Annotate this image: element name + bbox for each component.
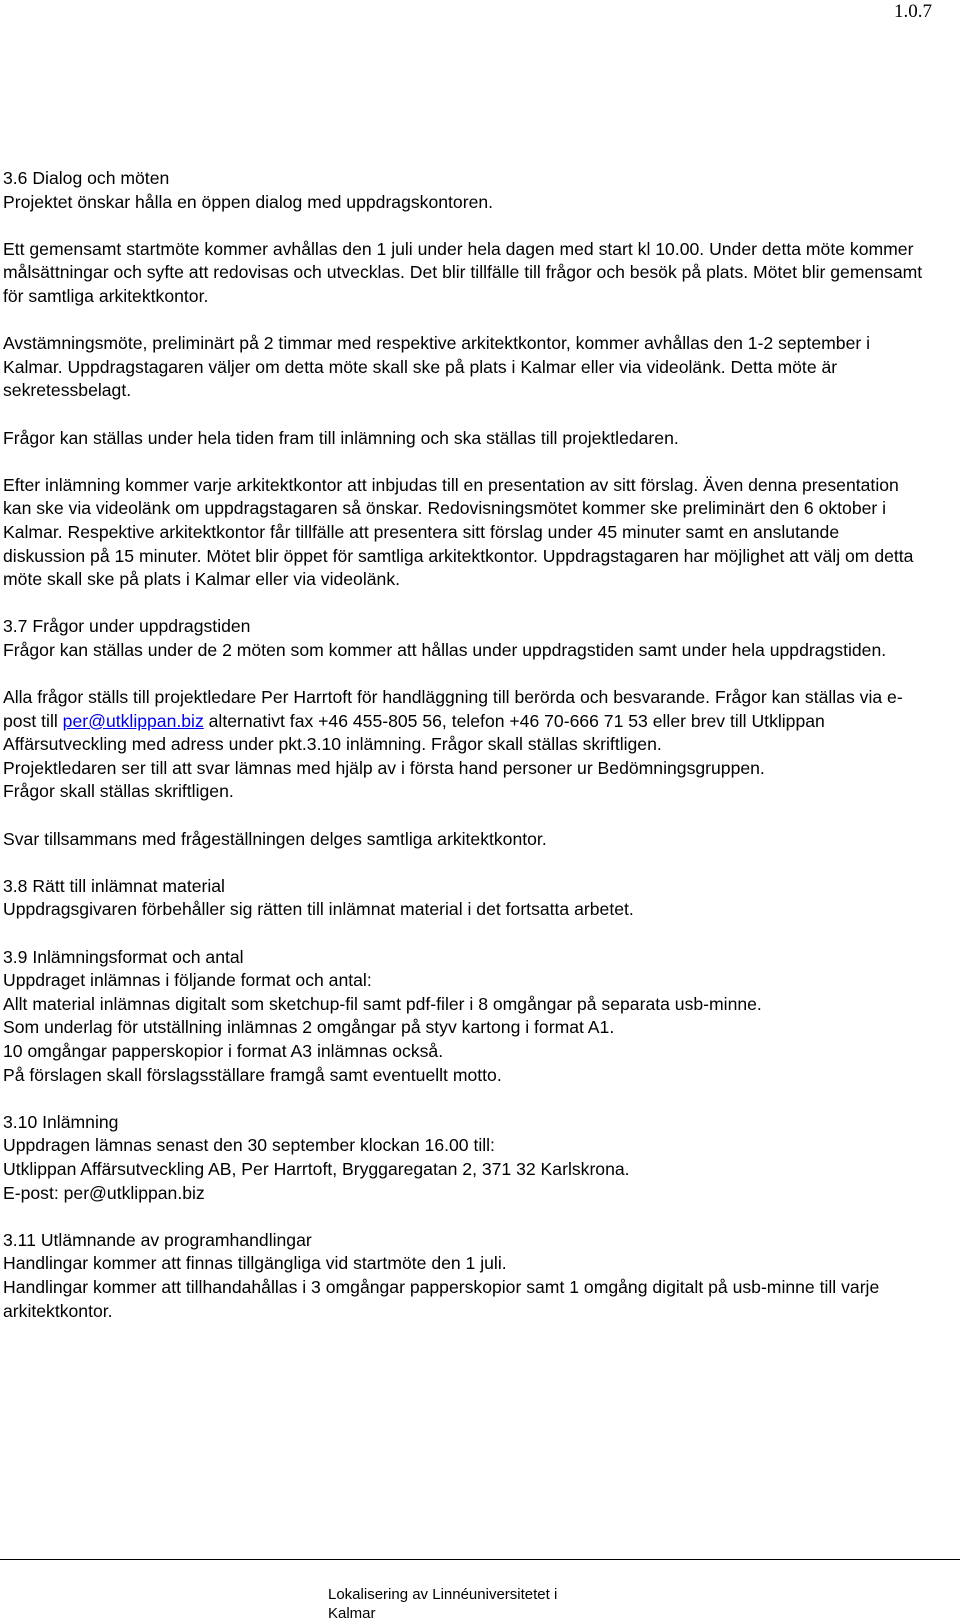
section-3-6 (3, 167, 923, 592)
section-heading: 3.6 Dialog och möten (3, 168, 170, 188)
paragraph-line: 10 omgångar papperskopior i format A3 inlämnas också. (3, 1040, 444, 1061)
paragraph: Efter inlämning kommer varje arkitektkontor att inbjudas till en presentation av sitt förslag. Även denna presentation kan ske via videolänk om uppdragstagaren så önskar. Redovisningsmötet kommer ske preliminärt den 6 oktober i Kalmar. Respektive arkitektkontor får tillfälle att presentera sitt förslag under 45 minuter samt en anslutande diskussion på 15 minuter. Mötet blir öppet för samtliga arkitektkontor. Uppdragstagaren har möjlighet att välj om detta möte skall ske på plats i Kalmar eller via videolänk. (3, 474, 914, 590)
footer-text: Lokalisering av Linnéuniversitetet i Kalmar (328, 1586, 558, 1622)
section-heading-paragraph (3, 1229, 923, 1323)
paragraph-line: E-post: per@utklippan.biz (3, 1182, 205, 1203)
section-heading: 3.8 Rätt till inlämnat material (3, 875, 225, 896)
paragraph-line: Uppdragsgivaren förbehåller sig rätten till inlämnat material i det fortsatta arbetet. (3, 899, 634, 920)
paragraph-line: Frågor kan ställas under de 2 möten som kommer att hållas under uppdragstiden samt under hela uppdragstiden. (3, 639, 887, 660)
paragraph-line: På förslagen skall förslagsställare framgå samt eventuellt motto. (3, 1064, 502, 1085)
paragraph: Svar tillsammans med frågeställningen delges samtliga arkitektkontor. (3, 828, 547, 849)
contact-text-before-link: Alla frågor ställs till projektledare Per Harrtoft för handläggning till berörda och besvarande. Frågor kan ställas via e-post till (3, 687, 903, 731)
contact-paragraph (3, 686, 923, 804)
footer-divider (0, 1559, 960, 1560)
section-heading-paragraph (3, 167, 923, 214)
section-heading-paragraph (3, 615, 923, 662)
section-heading: 3.11 Utlämnande av programhandlingar (3, 1229, 312, 1250)
page-number: 1.0.7 (894, 1, 932, 22)
document-body (3, 167, 923, 1347)
section-3-11 (3, 1229, 923, 1323)
section-3-9 (3, 946, 923, 1088)
paragraph-line: Projektledaren ser till att svar lämnas med hjälp av i första hand personer ur Bedömningsgruppen. (3, 757, 765, 778)
paragraph-line: Handlingar kommer att tillhandahållas i 3 omgångar papperskopior samt 1 omgång digitalt på usb-minne till varje arkitektkontor. (3, 1276, 880, 1321)
paragraph-line: Handlingar kommer att finnas tillgängliga vid startmöte den 1 juli. (3, 1253, 507, 1274)
section-heading-paragraph (3, 1111, 923, 1205)
section-3-8 (3, 875, 923, 922)
paragraph-line: Projektet önskar hålla en öppen dialog med uppdragskontoren. (3, 191, 494, 212)
section-heading-paragraph (3, 946, 923, 1088)
section-heading-paragraph (3, 875, 923, 922)
section-heading: 3.7 Frågor under uppdragstiden (3, 616, 251, 637)
paragraph-line: Som underlag för utställning inlämnas 2 omgångar på styv kartong i format A1. (3, 1017, 615, 1038)
paragraph-line: Utklippan Affärsutveckling AB, Per Harrtoft, Bryggaregatan 2, 371 32 Karlskrona. (3, 1158, 630, 1179)
paragraph-line: Uppdraget inlämnas i följande format och antal: (3, 970, 372, 991)
email-link[interactable]: per@utklippan.biz (62, 710, 204, 731)
section-heading: 3.10 Inlämning (3, 1111, 119, 1132)
paragraph-line: Uppdragen lämnas senast den 30 september klockan 16.00 till: (3, 1135, 495, 1156)
paragraph-line: Allt material inlämnas digitalt som sketchup-fil samt pdf-filer i 8 omgångar på separata usb-minne. (3, 993, 762, 1014)
paragraph-line: Frågor skall ställas skriftligen. (3, 781, 234, 802)
section-3-10 (3, 1111, 923, 1205)
section-heading: 3.9 Inlämningsformat och antal (3, 946, 244, 967)
paragraph: Ett gemensamt startmöte kommer avhållas den 1 juli under hela dagen med start kl 10.00. Under detta möte kommer målsättningar och syfte att redovisas och utvecklas. Det blir tillfälle till frågor och besök på plats. Mötet blir gemensamt för samtliga arkitektkontor. (3, 238, 923, 306)
contact-text-after-link: alternativt fax +46 455-805 56, telefon +46 70-666 71 53 eller brev till Utklippan Affärsutveckling med adress under pkt.3.10 inlämning. Frågor skall ställas skriftligen. (3, 710, 825, 755)
paragraph: Frågor kan ställas under hela tiden fram till inlämning och ska ställas till projektledaren. (3, 427, 679, 448)
paragraph: Avstämningsmöte, preliminärt på 2 timmar med respektive arkitektkontor, kommer avhållas den 1-2 september i Kalmar. Uppdragstagaren väljer om detta möte skall ske på plats i Kalmar eller via videolänk. Detta möte är sekretessbelagt. (3, 333, 871, 401)
section-3-7 (3, 615, 923, 851)
